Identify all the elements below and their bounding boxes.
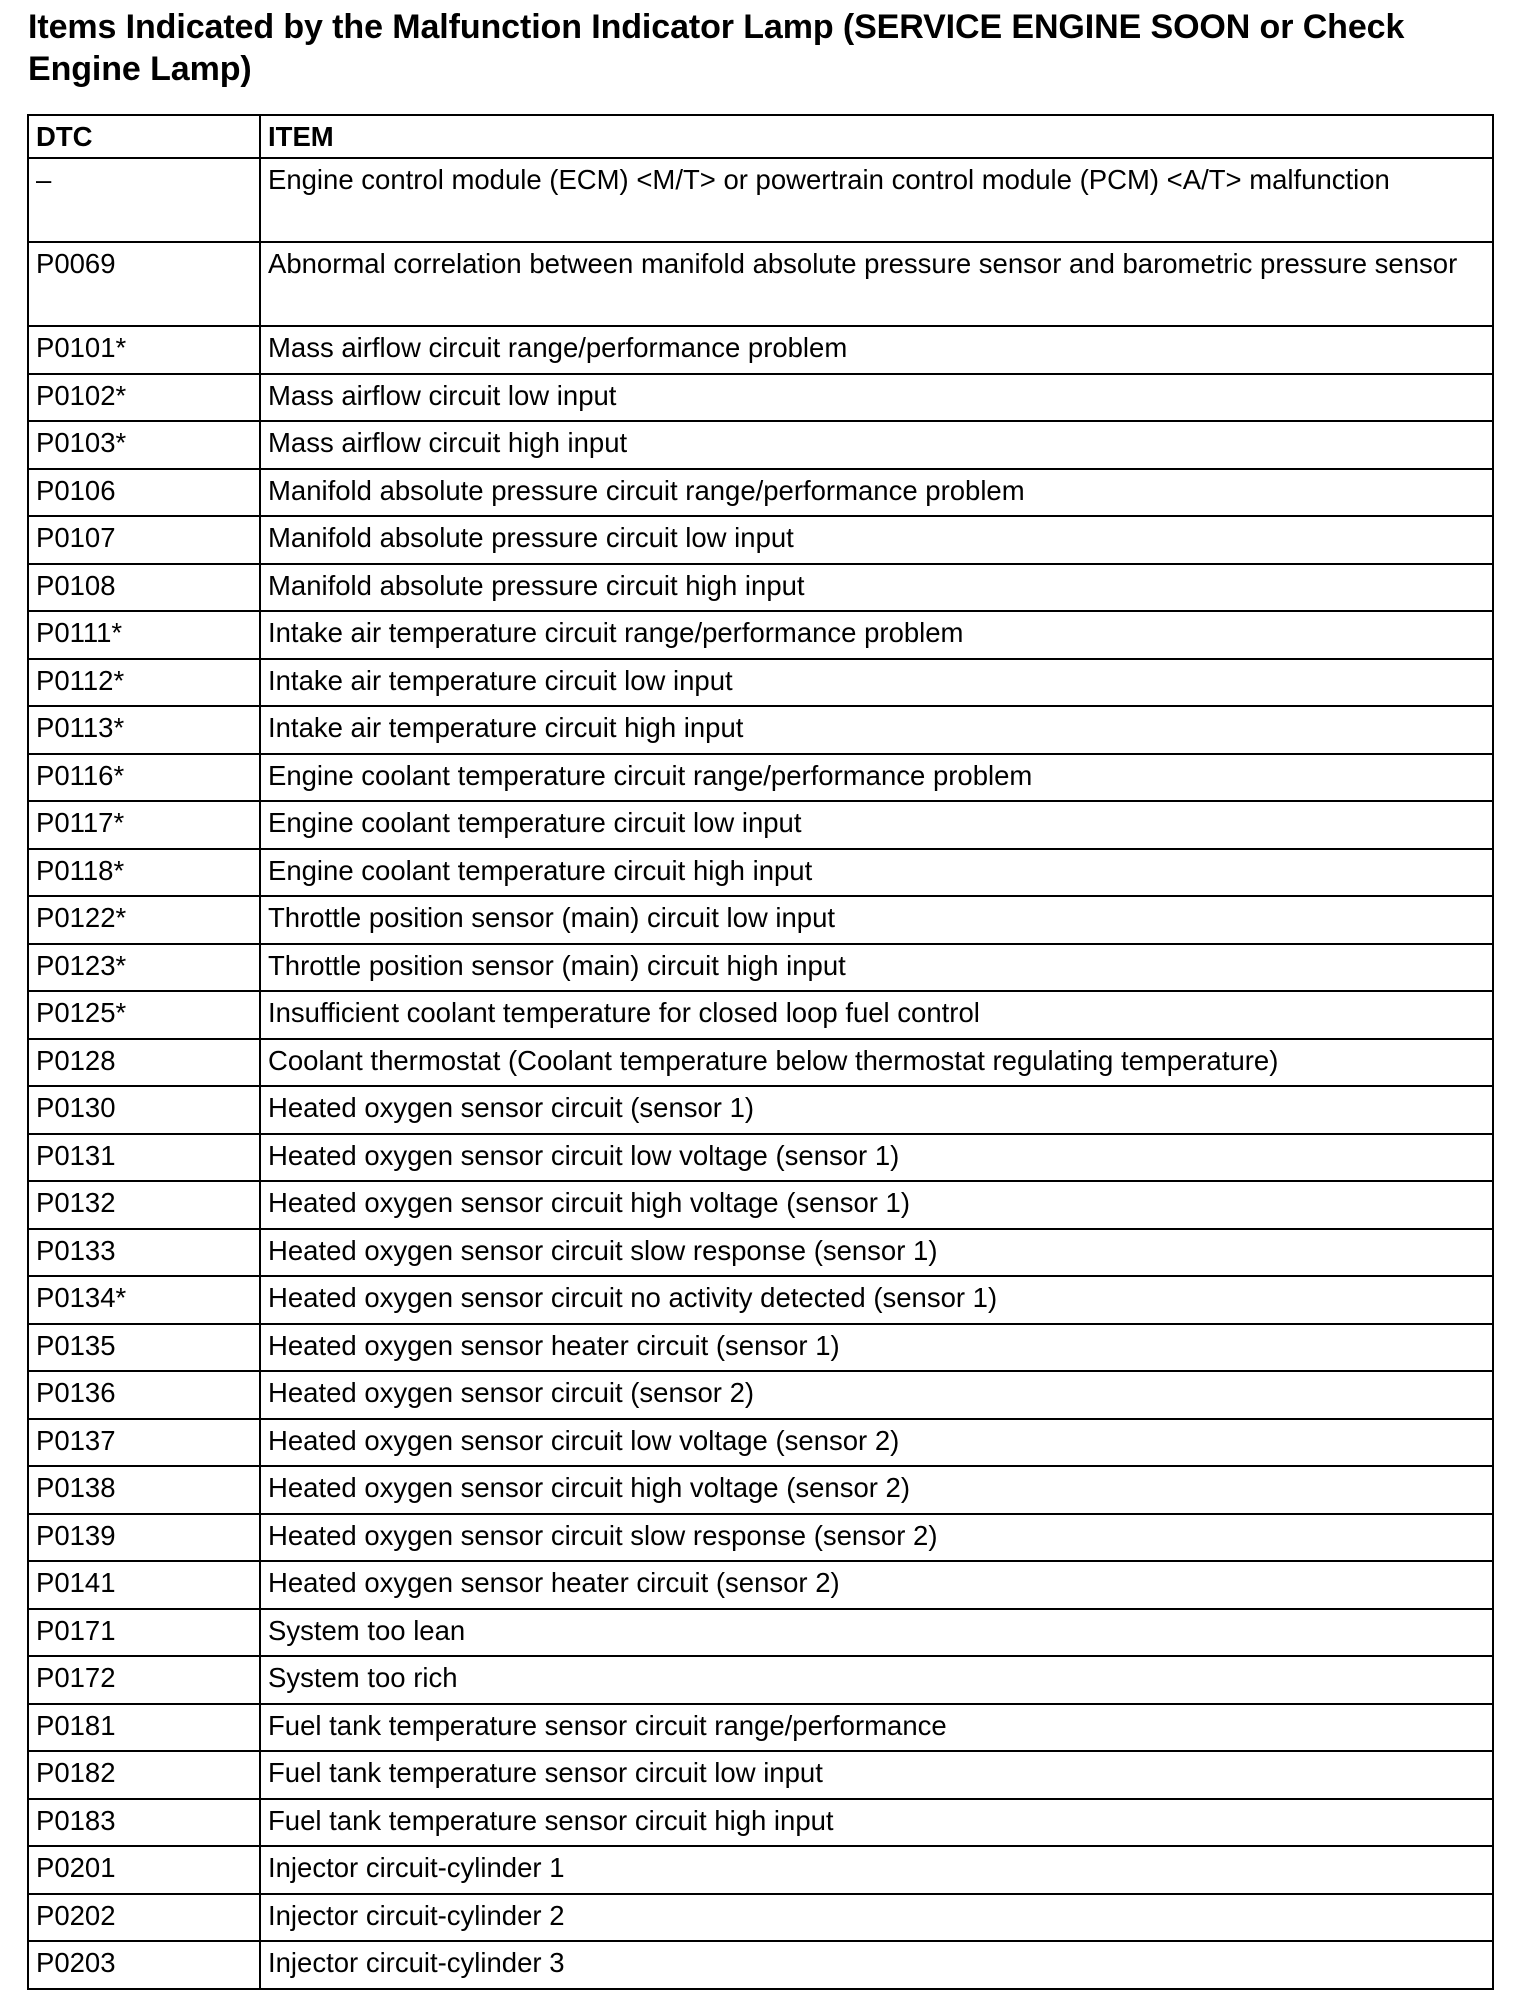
dtc-item: Injector circuit-cylinder 2 xyxy=(260,1894,1493,1942)
table-row xyxy=(28,421,1493,469)
table-row xyxy=(28,944,1493,992)
table-row xyxy=(28,1656,1493,1704)
dtc-code: P0117* xyxy=(28,801,260,849)
table-row xyxy=(28,1466,1493,1514)
dtc-code: P0132 xyxy=(28,1181,260,1229)
table-row xyxy=(28,469,1493,517)
dtc-code: P0125* xyxy=(28,991,260,1039)
dtc-item: Mass airflow circuit range/performance problem xyxy=(260,326,1493,374)
dtc-code: P0118* xyxy=(28,849,260,897)
table-row xyxy=(28,896,1493,944)
table-row xyxy=(28,1894,1493,1942)
dtc-code: P0134* xyxy=(28,1276,260,1324)
table-row xyxy=(28,242,1493,326)
dtc-item: Heated oxygen sensor circuit slow response (sensor 1) xyxy=(260,1229,1493,1277)
dtc-item: Heated oxygen sensor circuit slow response (sensor 2) xyxy=(260,1514,1493,1562)
table-row xyxy=(28,1751,1493,1799)
dtc-code: – xyxy=(28,158,260,242)
dtc-code: P0122* xyxy=(28,896,260,944)
dtc-code: P0130 xyxy=(28,1086,260,1134)
table-row xyxy=(28,849,1493,897)
dtc-item: Manifold absolute pressure circuit high input xyxy=(260,564,1493,612)
table-row xyxy=(28,158,1493,242)
table-row xyxy=(28,1846,1493,1894)
dtc-code: P0202 xyxy=(28,1894,260,1942)
dtc-item: Engine coolant temperature circuit range/performance problem xyxy=(260,754,1493,802)
dtc-code: P0135 xyxy=(28,1324,260,1372)
dtc-item: Heated oxygen sensor circuit high voltage (sensor 2) xyxy=(260,1466,1493,1514)
dtc-code: P0131 xyxy=(28,1134,260,1182)
table-row xyxy=(28,1514,1493,1562)
dtc-item: Intake air temperature circuit range/performance problem xyxy=(260,611,1493,659)
dtc-code: P0136 xyxy=(28,1371,260,1419)
dtc-code: P0113* xyxy=(28,706,260,754)
table-row xyxy=(28,374,1493,422)
dtc-code: P0133 xyxy=(28,1229,260,1277)
dtc-code: P0106 xyxy=(28,469,260,517)
table-row xyxy=(28,1704,1493,1752)
table-row xyxy=(28,1276,1493,1324)
dtc-item: Manifold absolute pressure circuit range/performance problem xyxy=(260,469,1493,517)
dtc-item: Heated oxygen sensor circuit (sensor 1) xyxy=(260,1086,1493,1134)
dtc-item: Heated oxygen sensor heater circuit (sensor 1) xyxy=(260,1324,1493,1372)
dtc-item: Intake air temperature circuit low input xyxy=(260,659,1493,707)
dtc-item: Insufficient coolant temperature for closed loop fuel control xyxy=(260,991,1493,1039)
table-row xyxy=(28,754,1493,802)
table-row xyxy=(28,706,1493,754)
dtc-code: P0138 xyxy=(28,1466,260,1514)
dtc-code: P0203 xyxy=(28,1941,260,1989)
dtc-code: P0111* xyxy=(28,611,260,659)
dtc-code: P0182 xyxy=(28,1751,260,1799)
dtc-item: Injector circuit-cylinder 1 xyxy=(260,1846,1493,1894)
table-row xyxy=(28,516,1493,564)
dtc-item: Coolant thermostat (Coolant temperature below thermostat regulating temperature) xyxy=(260,1039,1493,1087)
dtc-item: Heated oxygen sensor heater circuit (sensor 2) xyxy=(260,1561,1493,1609)
table-row xyxy=(28,1799,1493,1847)
dtc-item: Throttle position sensor (main) circuit low input xyxy=(260,896,1493,944)
page-title: Items Indicated by the Malfunction Indicator Lamp (SERVICE ENGINE SOON or Check Engine Lamp) xyxy=(28,8,1405,88)
dtc-item: Fuel tank temperature sensor circuit low input xyxy=(260,1751,1493,1799)
dtc-code: P0116* xyxy=(28,754,260,802)
table-row xyxy=(28,991,1493,1039)
dtc-item: Throttle position sensor (main) circuit high input xyxy=(260,944,1493,992)
table-row xyxy=(28,326,1493,374)
dtc-item: Abnormal correlation between manifold absolute pressure sensor and barometric pressure sensor xyxy=(260,242,1493,326)
table-row xyxy=(28,801,1493,849)
dtc-item: Heated oxygen sensor circuit (sensor 2) xyxy=(260,1371,1493,1419)
dtc-item: Manifold absolute pressure circuit low input xyxy=(260,516,1493,564)
dtc-code: P0128 xyxy=(28,1039,260,1087)
table-row xyxy=(28,564,1493,612)
dtc-code: P0201 xyxy=(28,1846,260,1894)
dtc-table xyxy=(27,114,1494,1990)
dtc-code: P0112* xyxy=(28,659,260,707)
dtc-item: Heated oxygen sensor circuit high voltage (sensor 1) xyxy=(260,1181,1493,1229)
dtc-code: P0102* xyxy=(28,374,260,422)
dtc-code: P0107 xyxy=(28,516,260,564)
dtc-item: Engine coolant temperature circuit high input xyxy=(260,849,1493,897)
dtc-item: Injector circuit-cylinder 3 xyxy=(260,1941,1493,1989)
dtc-item: Heated oxygen sensor circuit no activity detected (sensor 1) xyxy=(260,1276,1493,1324)
dtc-item: System too rich xyxy=(260,1656,1493,1704)
dtc-item: Fuel tank temperature sensor circuit high input xyxy=(260,1799,1493,1847)
dtc-code: P0101* xyxy=(28,326,260,374)
table-row xyxy=(28,1039,1493,1087)
table-row xyxy=(28,659,1493,707)
dtc-item: Engine coolant temperature circuit low input xyxy=(260,801,1493,849)
dtc-item: Mass airflow circuit low input xyxy=(260,374,1493,422)
dtc-item: Heated oxygen sensor circuit low voltage (sensor 1) xyxy=(260,1134,1493,1182)
dtc-code: P0108 xyxy=(28,564,260,612)
dtc-code: P0141 xyxy=(28,1561,260,1609)
dtc-code: P0139 xyxy=(28,1514,260,1562)
table-row xyxy=(28,1941,1493,1989)
dtc-code: P0183 xyxy=(28,1799,260,1847)
dtc-code: P0172 xyxy=(28,1656,260,1704)
dtc-item: Heated oxygen sensor circuit low voltage (sensor 2) xyxy=(260,1419,1493,1467)
table-row xyxy=(28,1371,1493,1419)
column-header-item: ITEM xyxy=(260,115,1493,158)
table-row xyxy=(28,1324,1493,1372)
dtc-code: P0069 xyxy=(28,242,260,326)
dtc-code: P0103* xyxy=(28,421,260,469)
table-header-row xyxy=(28,115,1493,158)
dtc-item: Fuel tank temperature sensor circuit range/performance xyxy=(260,1704,1493,1752)
dtc-code: P0171 xyxy=(28,1609,260,1657)
table-row xyxy=(28,1609,1493,1657)
table-row xyxy=(28,1086,1493,1134)
dtc-item: System too lean xyxy=(260,1609,1493,1657)
dtc-item: Mass airflow circuit high input xyxy=(260,421,1493,469)
dtc-item: Intake air temperature circuit high input xyxy=(260,706,1493,754)
dtc-code: P0181 xyxy=(28,1704,260,1752)
dtc-item: Engine control module (ECM) <M/T> or powertrain control module (PCM) <A/T> malfunction xyxy=(260,158,1493,242)
table-row xyxy=(28,611,1493,659)
dtc-code: P0123* xyxy=(28,944,260,992)
dtc-code: P0137 xyxy=(28,1419,260,1467)
table-row xyxy=(28,1561,1493,1609)
table-row xyxy=(28,1134,1493,1182)
column-header-dtc: DTC xyxy=(28,115,260,158)
table-row xyxy=(28,1419,1493,1467)
table-row xyxy=(28,1229,1493,1277)
table-row xyxy=(28,1181,1493,1229)
